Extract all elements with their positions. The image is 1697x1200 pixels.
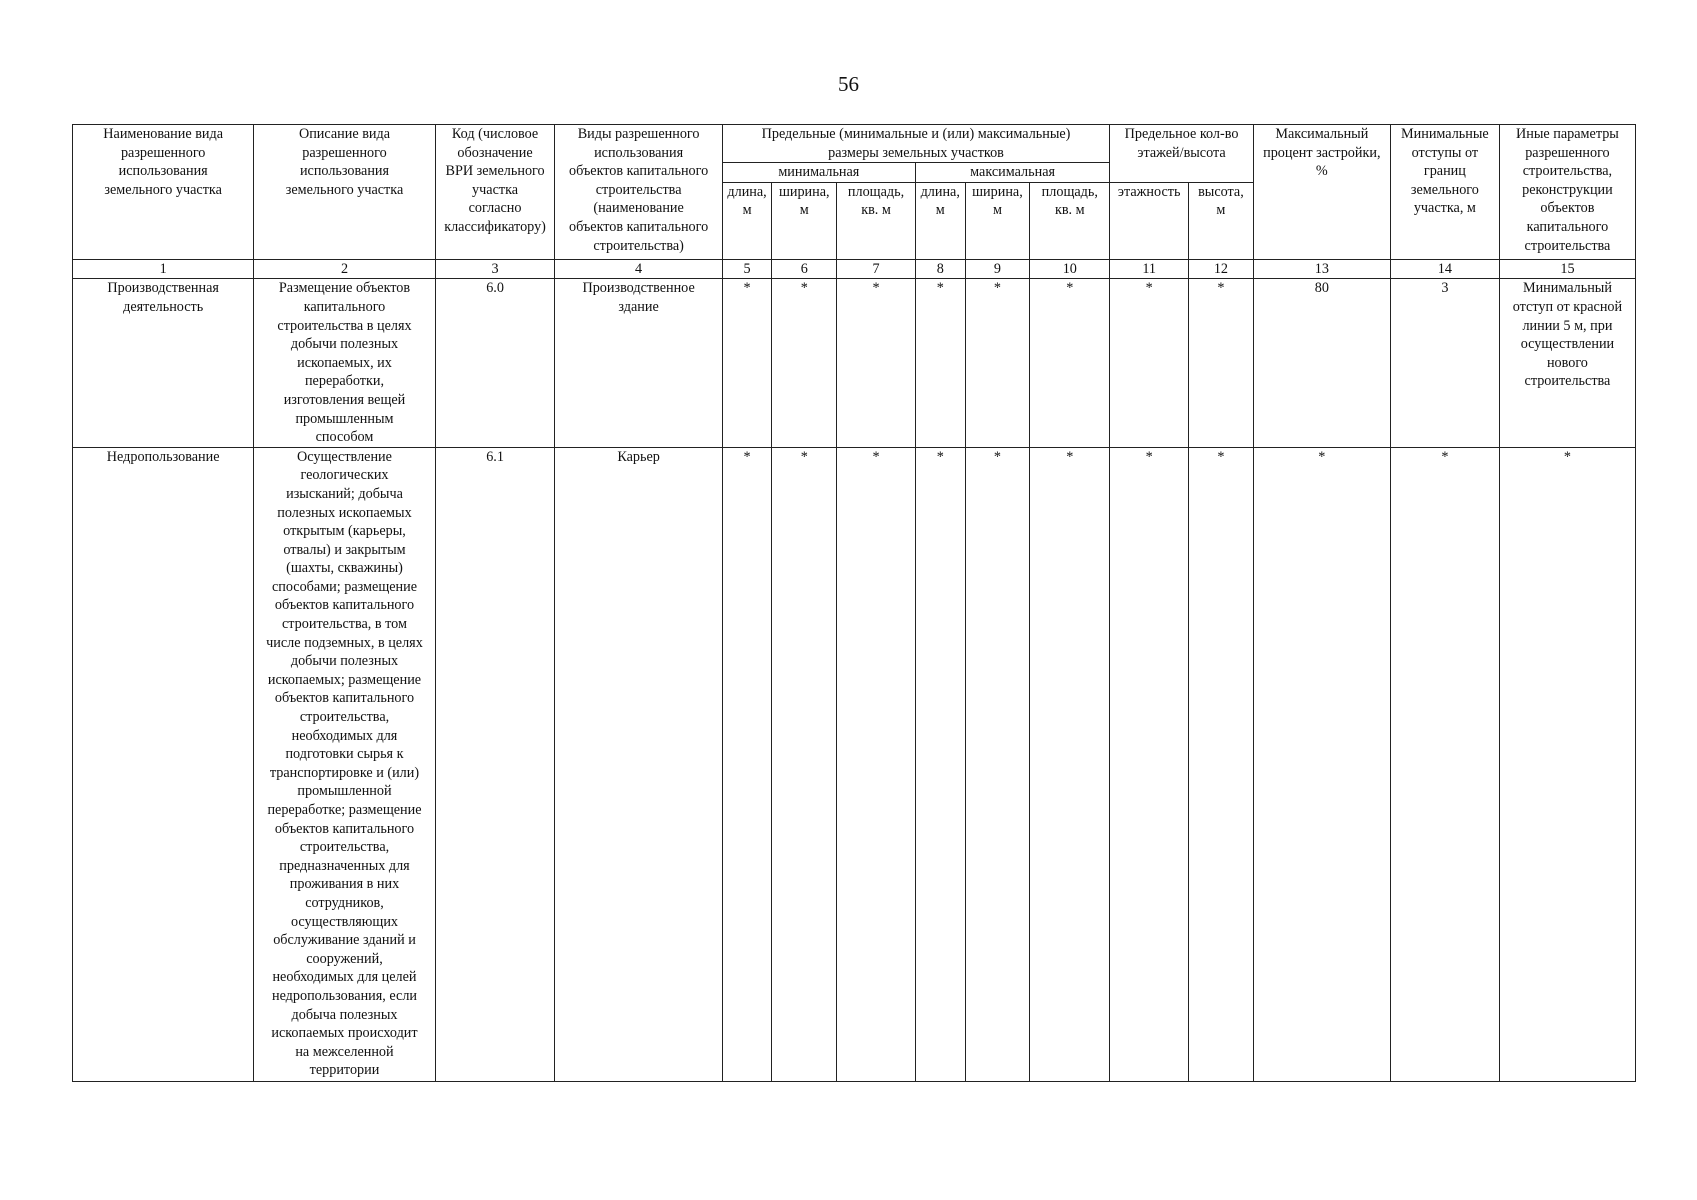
max-length: * bbox=[915, 279, 965, 447]
land-use-regulations-table bbox=[72, 124, 1636, 1082]
header-other-parameters: Иные параметры разрешенного строительства, реконструкции объектов капитального строительства bbox=[1499, 125, 1635, 260]
min-area: * bbox=[837, 447, 916, 1081]
classifier-code: 6.0 bbox=[435, 279, 555, 447]
min-setback: * bbox=[1390, 447, 1499, 1081]
max-build-percent: 80 bbox=[1253, 279, 1390, 447]
capital-objects: Карьер bbox=[555, 447, 722, 1081]
column-number: 5 bbox=[722, 259, 772, 279]
header-floors: этажность bbox=[1110, 182, 1189, 259]
column-numbers-row bbox=[73, 259, 1636, 279]
header-minimum: минимальная bbox=[722, 163, 915, 183]
header-max-area: площадь, кв. м bbox=[1030, 182, 1110, 259]
column-number: 3 bbox=[435, 259, 555, 279]
classifier-code: 6.1 bbox=[435, 447, 555, 1081]
other-parameters: * bbox=[1499, 447, 1635, 1081]
header-maximum: максимальная bbox=[915, 163, 1109, 183]
max-length: * bbox=[915, 447, 965, 1081]
column-number: 2 bbox=[254, 259, 435, 279]
column-number: 13 bbox=[1253, 259, 1390, 279]
column-number: 7 bbox=[837, 259, 916, 279]
table-row bbox=[73, 447, 1636, 1081]
column-number: 14 bbox=[1390, 259, 1499, 279]
max-area: * bbox=[1030, 447, 1110, 1081]
column-number: 1 bbox=[73, 259, 254, 279]
max-build-percent: * bbox=[1253, 447, 1390, 1081]
floors: * bbox=[1110, 279, 1189, 447]
column-number: 10 bbox=[1030, 259, 1110, 279]
header-min-length: длина, м bbox=[722, 182, 772, 259]
land-use-description: Размещение объектов капитального строительства в целях добычи полезных ископаемых, их переработки, изготовления вещей промышленным способом bbox=[254, 279, 435, 447]
min-length: * bbox=[722, 447, 772, 1081]
page-number: 56 bbox=[838, 72, 859, 96]
min-width: * bbox=[772, 447, 837, 1081]
column-number: 9 bbox=[965, 259, 1030, 279]
capital-objects: Производственное здание bbox=[555, 279, 722, 447]
max-width: * bbox=[965, 279, 1030, 447]
header-min-width: ширина, м bbox=[772, 182, 837, 259]
header-plot-size-limits: Предельные (минимальные и (или) максимальные) размеры земельных участков bbox=[722, 125, 1110, 163]
height: * bbox=[1189, 447, 1254, 1081]
header-max-length: длина, м bbox=[915, 182, 965, 259]
land-use-name: Производственная деятельность bbox=[73, 279, 254, 447]
header-land-use-description: Описание вида разрешенного использования земельного участка bbox=[254, 125, 435, 260]
max-width: * bbox=[965, 447, 1030, 1081]
column-number: 15 bbox=[1499, 259, 1635, 279]
max-area: * bbox=[1030, 279, 1110, 447]
header-capital-objects: Виды разрешенного использования объектов капитального строительства (наименование объектов капитального строительства) bbox=[555, 125, 722, 260]
header-max-width: ширина, м bbox=[965, 182, 1030, 259]
min-length: * bbox=[722, 279, 772, 447]
floors: * bbox=[1110, 447, 1189, 1081]
column-number: 4 bbox=[555, 259, 722, 279]
height: * bbox=[1189, 279, 1254, 447]
header-height: высота, м bbox=[1189, 182, 1254, 259]
other-parameters: Минимальный отступ от красной линии 5 м, при осуществлении нового строительства bbox=[1499, 279, 1635, 447]
min-setback: 3 bbox=[1390, 279, 1499, 447]
header-max-build-percent: Максимальный процент застройки, % bbox=[1253, 125, 1390, 260]
column-number: 11 bbox=[1110, 259, 1189, 279]
land-use-description: Осуществление геологических изысканий; добыча полезных ископаемых открытым (карьеры, отвалы) и закрытым (шахты, скважины) способами; размещение объектов капитального строительства, в том числе подземных, в целях добычи полезных ископаемых; размещение объектов капитального строительства, необходимых для подготовки сырья к транспортировке и (или) промышленной переработке; размещение объектов капитального строительства, предназначенных для проживания в них сотрудников, осуществляющих обслуживание зданий и сооружений, необходимых для целей недропользования, если добыча полезных ископаемых происходит на межселенной территории bbox=[254, 447, 435, 1081]
header-land-use-name: Наименование вида разрешенного использования земельного участка bbox=[73, 125, 254, 260]
table-row bbox=[73, 279, 1636, 447]
header-floors-height: Предельное кол-во этажей/высота bbox=[1110, 125, 1254, 183]
min-width: * bbox=[772, 279, 837, 447]
header-classifier-code: Код (числовое обозначение ВРИ земельного участка согласно классификатору) bbox=[435, 125, 555, 260]
header-min-area: площадь, кв. м bbox=[837, 182, 916, 259]
land-use-name: Недропользование bbox=[73, 447, 254, 1081]
header-min-setbacks: Минимальные отступы от границ земельного участка, м bbox=[1390, 125, 1499, 260]
column-number: 12 bbox=[1189, 259, 1254, 279]
column-number: 8 bbox=[915, 259, 965, 279]
min-area: * bbox=[837, 279, 916, 447]
column-number: 6 bbox=[772, 259, 837, 279]
